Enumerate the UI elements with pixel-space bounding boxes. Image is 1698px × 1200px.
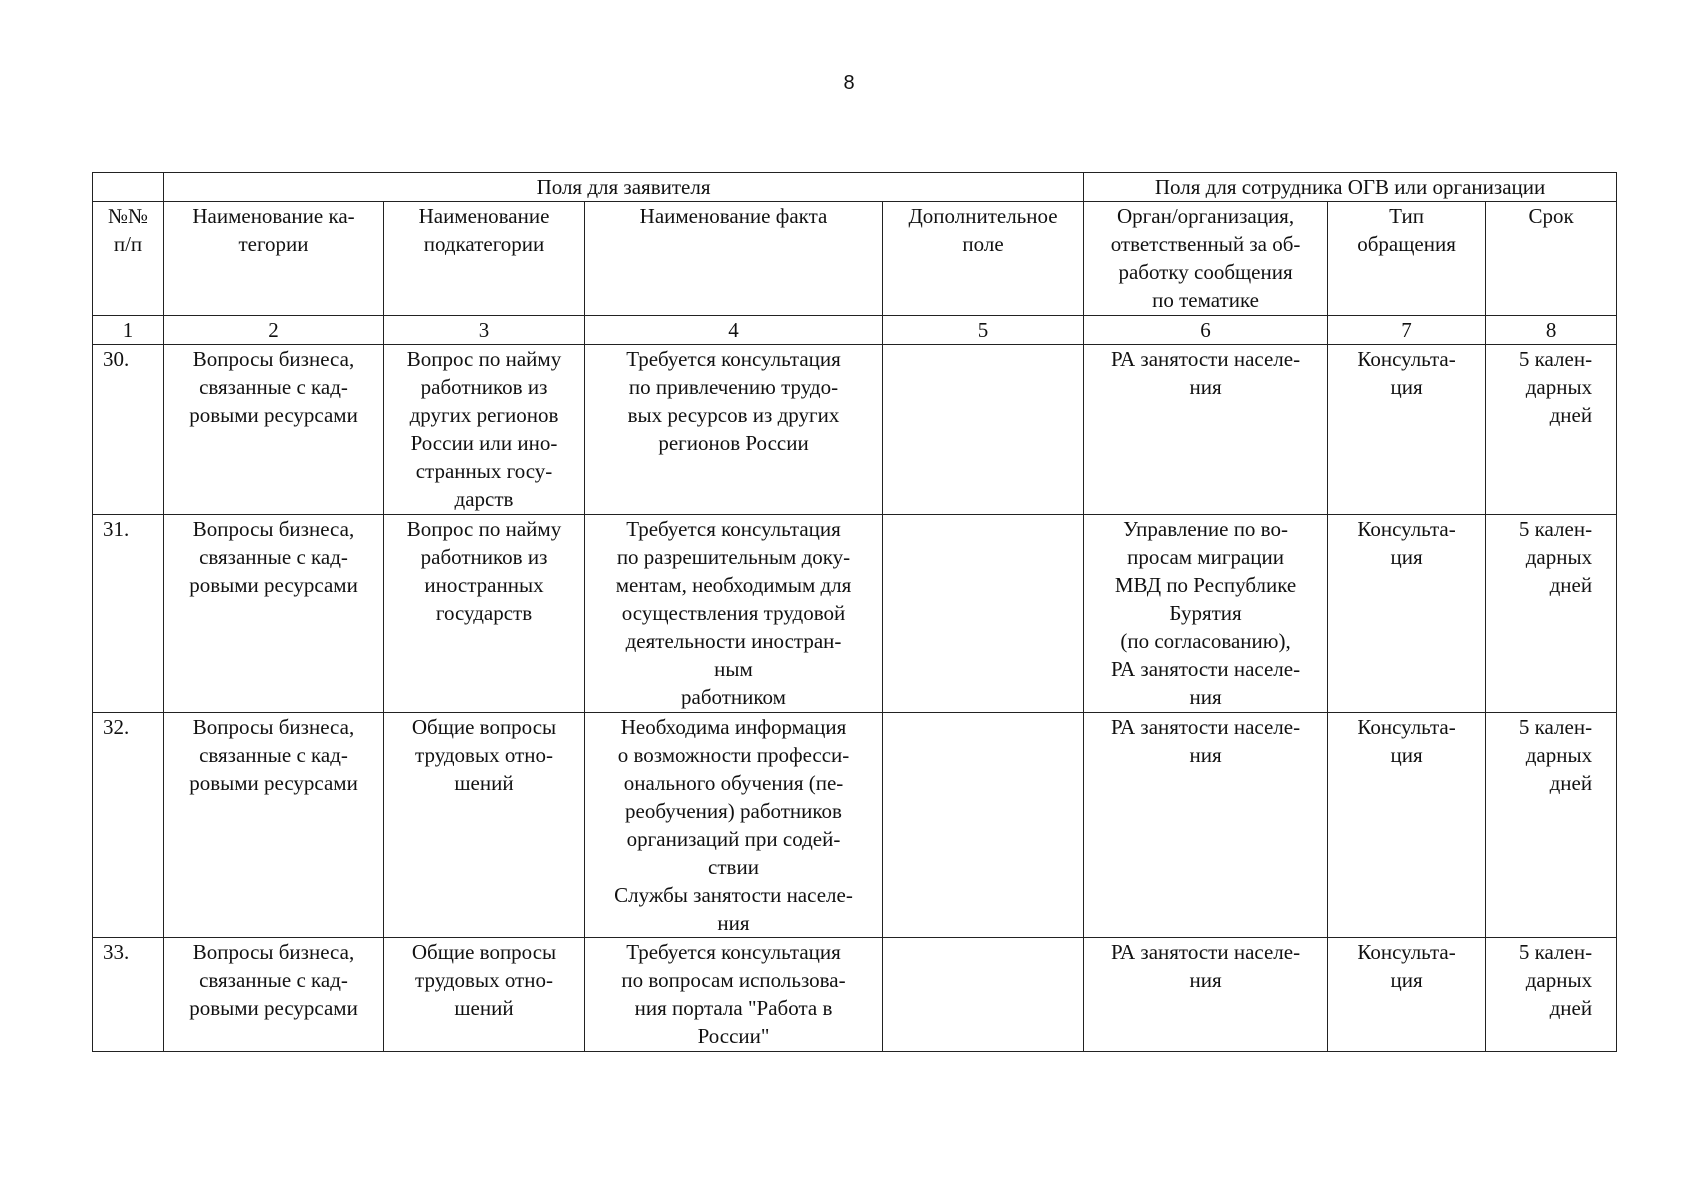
header-extra-field: Дополнительное поле	[883, 202, 1084, 316]
column-index-row	[93, 316, 1617, 345]
column-index: 4	[585, 316, 883, 345]
column-index: 5	[883, 316, 1084, 345]
table-row	[93, 938, 1617, 1052]
header-term: Срок	[1486, 202, 1617, 316]
table-row	[93, 713, 1617, 938]
column-header-row	[93, 202, 1617, 316]
row-term: 5 кален- дарных дней	[1486, 713, 1617, 938]
row-request-type: Консульта- ция	[1328, 515, 1486, 713]
row-category: Вопросы бизнеса, связанные с кад- ровыми ресурсами	[164, 938, 384, 1052]
row-subcategory: Общие вопросы трудовых отно- шений	[384, 938, 585, 1052]
row-term: 5 кален- дарных дней	[1486, 938, 1617, 1052]
header-organization: Орган/организация, ответственный за об- работку сообщения по тематике	[1084, 202, 1328, 316]
column-index: 1	[93, 316, 164, 345]
row-fact: Требуется консультация по вопросам использова- ния портала "Работа в России"	[585, 938, 883, 1052]
header-category: Наименование ка- тегории	[164, 202, 384, 316]
row-fact: Требуется консультация по разрешительным доку- ментам, необходимым для осуществления трудовой деятельности иностран- ным работником	[585, 515, 883, 713]
table-row	[93, 345, 1617, 515]
row-extra-field	[883, 938, 1084, 1052]
row-category: Вопросы бизнеса, связанные с кад- ровыми ресурсами	[164, 515, 384, 713]
row-term: 5 кален- дарных дней	[1486, 515, 1617, 713]
document-table	[92, 172, 1617, 1052]
row-number: 32.	[93, 713, 164, 938]
row-subcategory: Вопрос по найму работников из иностранных государств	[384, 515, 585, 713]
row-number: 30.	[93, 345, 164, 515]
header-fact: Наименование факта	[585, 202, 883, 316]
header-subcategory: Наименование подкатегории	[384, 202, 585, 316]
group-header-applicant: Поля для заявителя	[164, 173, 1084, 202]
row-fact: Необходима информация о возможности професси- онального обучения (пе- реобучения) работников организаций при содей- ствии Службы занятости населе- ния	[585, 713, 883, 938]
row-extra-field	[883, 713, 1084, 938]
group-header-empty	[93, 173, 164, 202]
row-organization: Управление по во- просам миграции МВД по Республике Бурятия (по согласованию), РА занятости населе- ния	[1084, 515, 1328, 713]
group-header-employee: Поля для сотрудника ОГВ или организации	[1084, 173, 1617, 202]
row-request-type: Консульта- ция	[1328, 713, 1486, 938]
row-category: Вопросы бизнеса, связанные с кад- ровыми ресурсами	[164, 713, 384, 938]
row-request-type: Консульта- ция	[1328, 938, 1486, 1052]
column-index: 8	[1486, 316, 1617, 345]
group-header-row	[93, 173, 1617, 202]
table-row	[93, 515, 1617, 713]
column-index: 7	[1328, 316, 1486, 345]
row-number: 31.	[93, 515, 164, 713]
row-organization: РА занятости населе- ния	[1084, 345, 1328, 515]
page-number: 8	[843, 72, 855, 94]
row-organization: РА занятости населе- ния	[1084, 938, 1328, 1052]
row-subcategory: Общие вопросы трудовых отно- шений	[384, 713, 585, 938]
row-number: 33.	[93, 938, 164, 1052]
row-extra-field	[883, 515, 1084, 713]
row-category: Вопросы бизнеса, связанные с кад- ровыми ресурсами	[164, 345, 384, 515]
header-number: №№ п/п	[93, 202, 164, 316]
row-subcategory: Вопрос по найму работников из других регионов России или ино- странных госу- дарств	[384, 345, 585, 515]
header-request-type: Тип обращения	[1328, 202, 1486, 316]
row-organization: РА занятости населе- ния	[1084, 713, 1328, 938]
row-term: 5 кален- дарных дней	[1486, 345, 1617, 515]
column-index: 2	[164, 316, 384, 345]
column-index: 6	[1084, 316, 1328, 345]
row-request-type: Консульта- ция	[1328, 345, 1486, 515]
row-extra-field	[883, 345, 1084, 515]
column-index: 3	[384, 316, 585, 345]
row-fact: Требуется консультация по привлечению трудо- вых ресурсов из других регионов России	[585, 345, 883, 515]
